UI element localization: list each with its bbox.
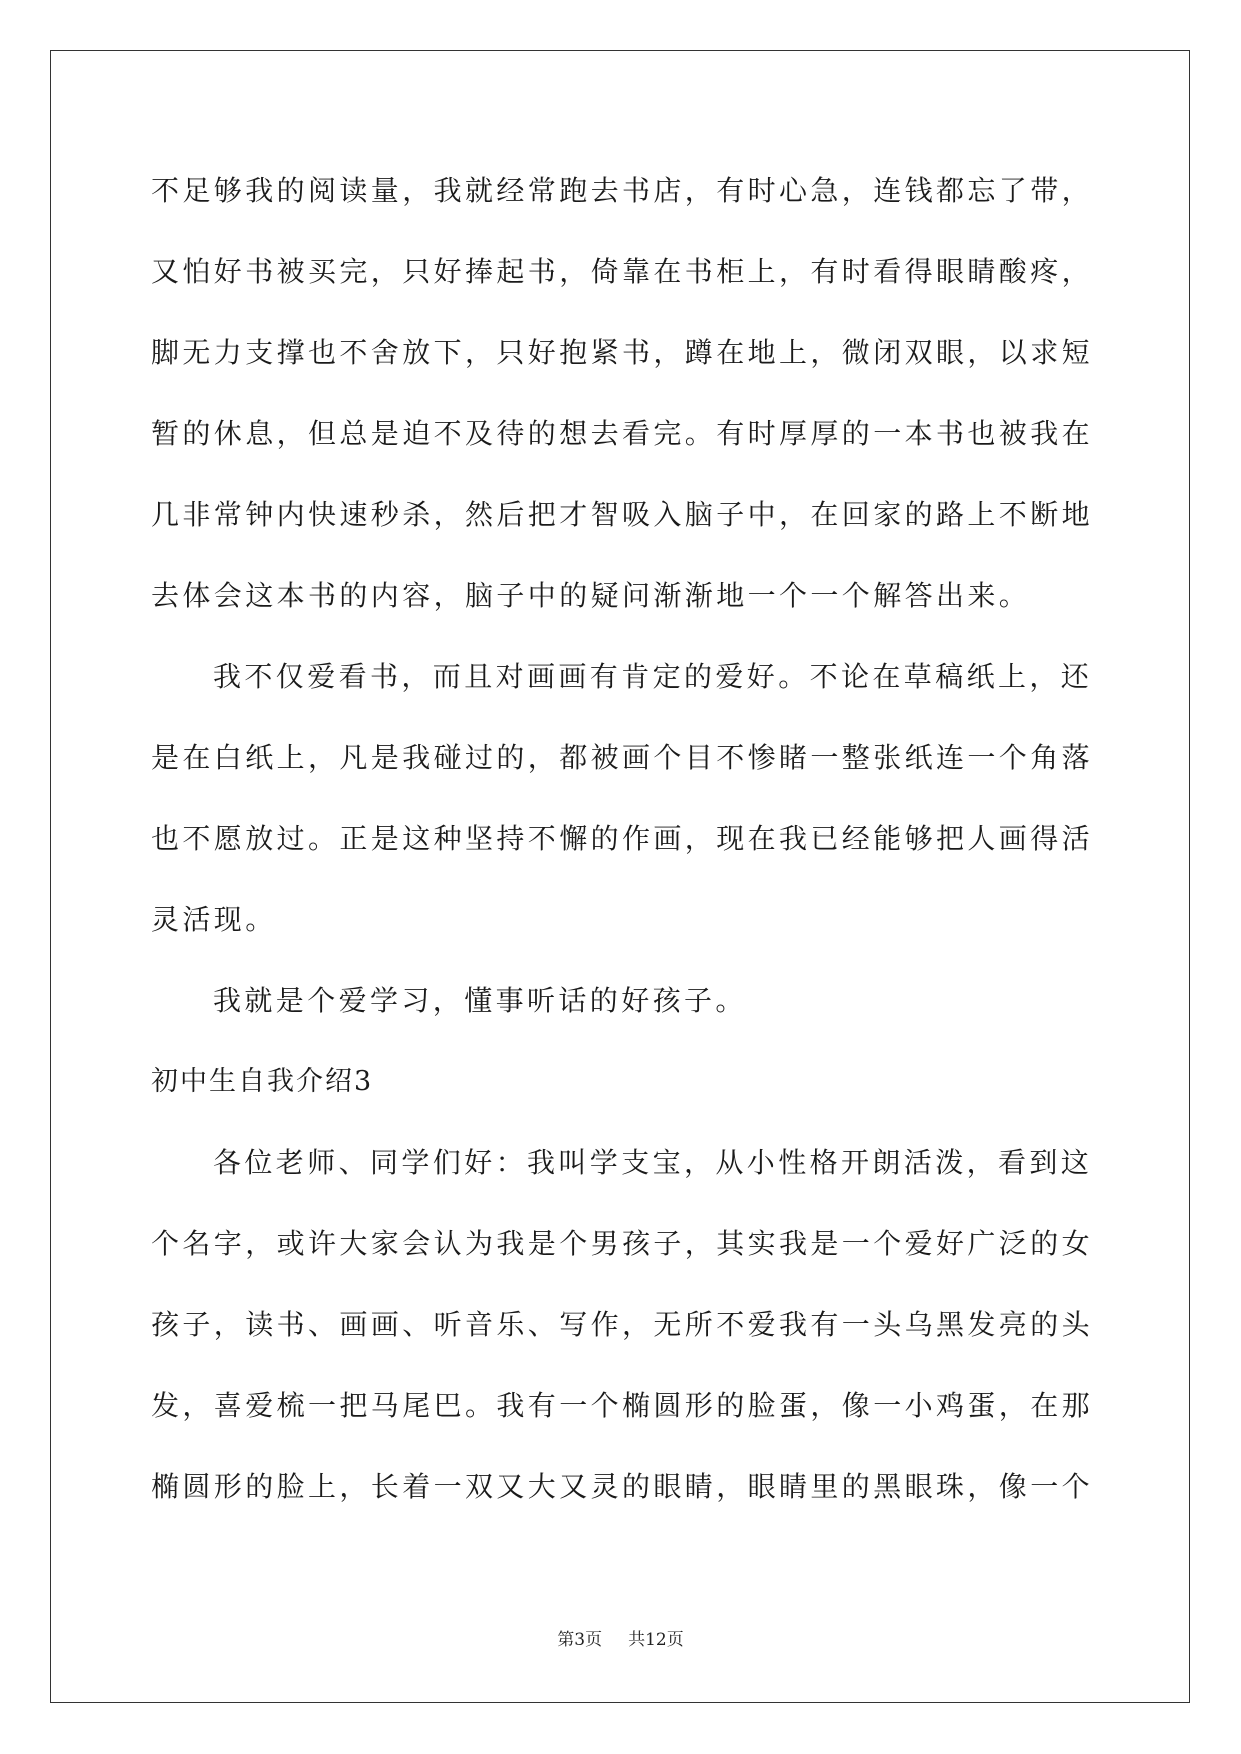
text-line: 又怕好书被买完，只好捧起书，倚靠在书柜上，有时看得眼睛酸疼，: [151, 255, 1094, 288]
text-line: 也不愿放过。正是这种坚持不懈的作画，现在我已经能够把人画得活: [151, 822, 1094, 855]
text-line: 脚无力支撑也不舍放下，只好抱紧书，蹲在地上，微闭双眼，以求短: [151, 336, 1094, 369]
text-line: 孩子，读书、画画、听音乐、写作，无所不爱我有一头乌黑发亮的头: [151, 1308, 1094, 1341]
paragraph-first-line: 我不仅爱看书，而且对画画有肯定的爱好。不论在草稿纸上，还: [213, 660, 1093, 693]
paragraph-first-line: 我就是个爱学习，懂事听话的好孩子。: [213, 984, 747, 1017]
text-line: 椭圆形的脸上，长着一双又大又灵的眼睛，眼睛里的黑眼珠，像一个: [151, 1470, 1094, 1503]
total-pages: 共12页: [628, 1630, 684, 1650]
document-body: [151, 150, 1094, 1527]
text-line: 灵活现。: [151, 903, 277, 936]
text-line: 几非常钟内快速秒杀，然后把才智吸入脑子中，在回家的路上不断地: [151, 498, 1094, 531]
page-number: 第3页: [557, 1630, 603, 1650]
text-line: 是在白纸上，凡是我碰过的，都被画个目不惨睹一整张纸连一个角落: [151, 741, 1094, 774]
text-line: 发，喜爱梳一把马尾巴。我有一个椭圆形的脸蛋，像一小鸡蛋，在那: [151, 1389, 1094, 1422]
text-line: 不足够我的阅读量，我就经常跑去书店，有时心急，连钱都忘了带，: [151, 174, 1094, 207]
paragraph-first-line: 各位老师、同学们好：我叫学支宝，从小性格开朗活泼，看到这: [213, 1146, 1093, 1179]
text-line: 暂的休息，但总是迫不及待的想去看完。有时厚厚的一本书也被我在: [151, 417, 1094, 450]
page-footer: [0, 1625, 1241, 1650]
text-line: 个名字，或许大家会认为我是个男孩子，其实我是一个爱好广泛的女: [151, 1227, 1094, 1260]
text-line: 去体会这本书的内容，脑子中的疑问渐渐地一个一个解答出来。: [151, 579, 1031, 612]
section-heading: 初中生自我介绍3: [151, 1066, 374, 1097]
